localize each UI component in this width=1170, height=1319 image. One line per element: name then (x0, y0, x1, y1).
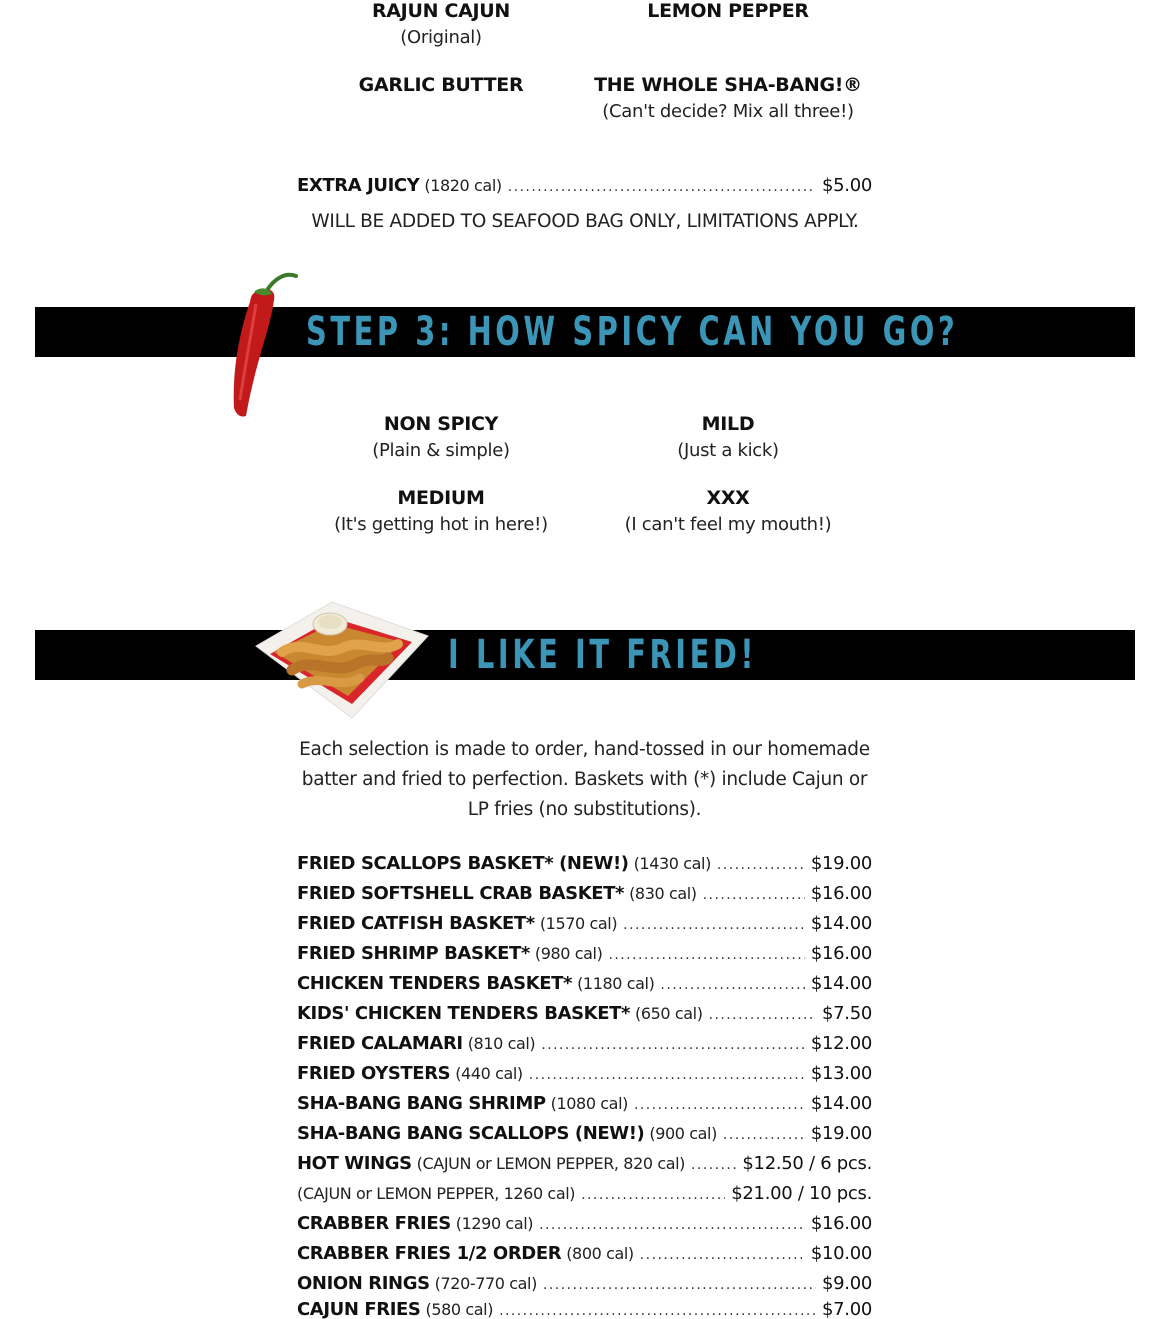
spice-description: (It's getting hot in here!) (334, 514, 548, 535)
extra-juicy-note: WILL BE ADDED TO SEAFOOD BAG ONLY, LIMITATIONS APPLY. (311, 211, 859, 232)
dot-leader (691, 1157, 736, 1173)
menu-item-calories: (1290 cal) (455, 1214, 534, 1233)
menu-item-row (297, 1123, 872, 1153)
menu-item-price: $7.50 (821, 1003, 872, 1024)
sauce-option-garlic-butter (291, 74, 591, 96)
menu-item-name: FRIED OYSTERS (297, 1063, 451, 1084)
menu-item-calories: (800 cal) (566, 1244, 634, 1263)
menu-item-calories: (1820 cal) (424, 176, 502, 195)
spice-description: (Just a kick) (677, 440, 779, 461)
menu-item-price: $12.50 / 6 pcs. (742, 1153, 872, 1174)
dot-leader (499, 1303, 816, 1319)
menu-item-price: $10.00 (810, 1243, 872, 1264)
spice-name: XXX (706, 487, 750, 509)
menu-item-calories: (580 cal) (425, 1300, 494, 1319)
menu-item-calories: (980 cal) (534, 944, 603, 963)
sauce-description: (Can't decide? Mix all three!) (602, 101, 854, 122)
chili-pepper-image (226, 270, 301, 420)
menu-item-price: $14.00 (810, 973, 872, 994)
menu-item-calories: (1570 cal) (539, 914, 618, 933)
dot-leader (660, 977, 804, 993)
menu-item-price: $19.00 (810, 853, 872, 874)
dot-leader (541, 1037, 805, 1053)
menu-item-name: SHA-BANG BANG SCALLOPS (NEW!) (297, 1123, 645, 1144)
spice-option-xxx (558, 487, 898, 535)
dot-leader (543, 1277, 816, 1293)
menu-item-name: CHICKEN TENDERS BASKET* (297, 973, 573, 994)
menu-item-price: $21.00 / 10 pcs. (731, 1183, 872, 1204)
menu-item-row (297, 913, 872, 943)
fried-title: I LIKE IT FRIED! (448, 632, 758, 678)
menu-item-name: CRABBER FRIES (297, 1213, 451, 1234)
spice-option-non-spicy (291, 413, 591, 461)
menu-item-row (297, 1153, 872, 1183)
menu-item-name: SHA-BANG BANG SHRIMP (297, 1093, 546, 1114)
menu-item-calories: (1180 cal) (577, 974, 655, 993)
sauce-name: LEMON PEPPER (647, 0, 809, 22)
menu-item-calories: (830 cal) (629, 884, 697, 903)
menu-item-calories: (1430 cal) (633, 854, 711, 873)
sauce-option-whole-sha-bang (548, 74, 908, 122)
spice-name: NON SPICY (383, 413, 499, 435)
menu-item-price: $14.00 (810, 1093, 872, 1114)
fried-description: Each selection is made to order, hand-tossed in our homemade batter and fried to perfection. Baskets with (*) include Cajun or LP fries (no substitutions). (299, 739, 870, 820)
menu-item-price: $16.00 (810, 883, 872, 904)
menu-item-name: ONION RINGS (297, 1273, 430, 1294)
dot-leader (581, 1187, 725, 1203)
extra-juicy-row (297, 175, 872, 205)
menu-item-name: KIDS' CHICKEN TENDERS BASKET* (297, 1003, 631, 1024)
menu-item-name: FRIED CALAMARI (297, 1033, 463, 1054)
spice-name: MILD (701, 413, 755, 435)
dot-leader (703, 887, 805, 903)
menu-item-row (297, 1213, 872, 1243)
dot-leader (717, 857, 805, 873)
menu-item-price: $7.00 (821, 1299, 872, 1319)
menu-item-name: CAJUN FRIES (297, 1299, 421, 1319)
menu-item-row (297, 1299, 872, 1319)
menu-item-row (297, 1063, 872, 1093)
menu-item-row (297, 1183, 872, 1213)
dot-leader (623, 917, 805, 933)
dot-leader (640, 1247, 805, 1263)
dot-leader (709, 1007, 816, 1023)
menu-item-price: $5.00 (821, 175, 872, 196)
menu-item-row (297, 1003, 872, 1033)
menu-item-row (297, 973, 872, 1003)
dot-leader (529, 1067, 805, 1083)
menu-item-name: FRIED CATFISH BASKET* (297, 913, 535, 934)
menu-item-name: FRIED SOFTSHELL CRAB BASKET* (297, 883, 625, 904)
menu-item-name: FRIED SHRIMP BASKET* (297, 943, 530, 964)
menu-item-price: $16.00 (810, 943, 872, 964)
step3-title: STEP 3: HOW SPICY CAN YOU GO? (306, 309, 959, 355)
menu-item-name: CRABBER FRIES 1/2 ORDER (297, 1243, 562, 1264)
spice-description: (I can't feel my mouth!) (624, 514, 832, 535)
menu-item-calories: (CAJUN or LEMON PEPPER, 820 cal) (416, 1154, 686, 1173)
sauce-name: THE WHOLE SHA-BANG!® (594, 74, 862, 96)
menu-item-price: $16.00 (810, 1213, 872, 1234)
menu-item-row (297, 1093, 872, 1123)
menu-item-price: $13.00 (810, 1063, 872, 1084)
fried-basket-image (252, 598, 432, 722)
menu-item-row (297, 943, 872, 973)
spice-name: MEDIUM (397, 487, 485, 509)
menu-item-row (297, 853, 872, 883)
menu-item-calories: (1080 cal) (550, 1094, 628, 1113)
sauce-option-lemon-pepper (578, 0, 878, 22)
menu-item-row (297, 1033, 872, 1063)
menu-item-name: EXTRA JUICY (297, 175, 420, 196)
menu-item-price: $12.00 (810, 1033, 872, 1054)
spice-description: (Plain & simple) (372, 440, 510, 461)
menu-item-name: HOT WINGS (297, 1153, 412, 1174)
menu-item-calories: (720-770 cal) (434, 1274, 537, 1293)
dot-leader (539, 1217, 805, 1233)
spice-option-mild (578, 413, 878, 461)
menu-item-calories: (810 cal) (467, 1034, 536, 1053)
menu-item-calories: (900 cal) (649, 1124, 717, 1143)
dot-leader (608, 947, 804, 963)
menu-item-row (297, 1243, 872, 1273)
sauce-description: (Original) (400, 27, 482, 48)
menu-item-row (297, 883, 872, 913)
dot-leader (508, 179, 816, 195)
sauce-name: RAJUN CAJUN (371, 0, 511, 22)
dot-leader (723, 1127, 805, 1143)
menu-item-name: FRIED SCALLOPS BASKET* (NEW!) (297, 853, 629, 874)
menu-item-price: $19.00 (810, 1123, 872, 1144)
sauce-name: GARLIC BUTTER (358, 74, 524, 96)
menu-item-price: $9.00 (821, 1273, 872, 1294)
sauce-option-rajun-cajun (291, 0, 591, 48)
menu-item-calories: (440 cal) (455, 1064, 523, 1083)
menu-item-price: $14.00 (810, 913, 872, 934)
dot-leader (634, 1097, 805, 1113)
menu-item-calories: (CAJUN or LEMON PEPPER, 1260 cal) (297, 1184, 576, 1203)
menu-item-calories: (650 cal) (635, 1004, 703, 1023)
